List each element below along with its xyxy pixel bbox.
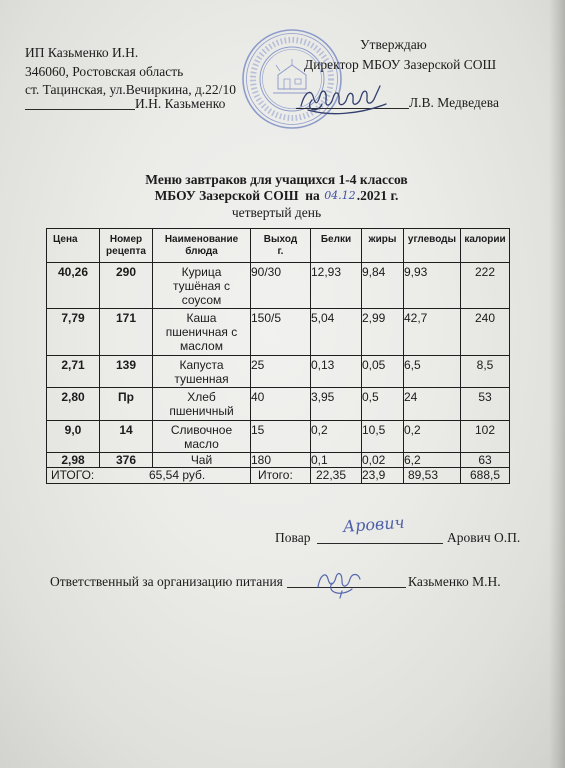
cell-dish xyxy=(153,388,251,421)
cell-carbs: 9,93 xyxy=(404,263,461,309)
cook-signature-blank xyxy=(317,543,443,544)
cell-yield: 180 xyxy=(251,453,311,468)
total-label: ИТОГО: xyxy=(51,468,95,482)
dish-name: Каша пшеничная с маслом xyxy=(165,311,238,353)
header-price: Цена xyxy=(47,229,100,263)
table-row xyxy=(47,421,510,453)
cell-proteins: 0,2 xyxy=(311,421,362,453)
title-school: МБОУ Зазерской СОШ на xyxy=(154,188,324,203)
dish-name: Капуста тушенная xyxy=(174,358,229,386)
cell-calories: 8,5 xyxy=(461,356,510,388)
director-signatory: Л.В. Медведева xyxy=(409,95,499,110)
dish-name: Сливочное масло xyxy=(170,423,233,451)
header-dish-name: Наименование блюда xyxy=(153,229,251,263)
cell-carbs: 6,2 xyxy=(404,453,461,468)
cell-recipe: 171 xyxy=(100,309,153,356)
cell-fats: 0,5 xyxy=(362,388,404,421)
cell-price: 2,80 xyxy=(47,388,100,421)
cook-name: Арович О.П. xyxy=(447,530,521,545)
cell-price: 9,0 xyxy=(47,421,100,453)
cell-dish xyxy=(153,356,251,388)
table-row xyxy=(47,263,510,309)
cell-total-fats: 23,9 xyxy=(362,468,404,484)
table-row xyxy=(47,309,510,356)
cell-calories: 102 xyxy=(461,421,510,453)
cell-recipe: 14 xyxy=(100,421,153,453)
approve-label: Утверждаю xyxy=(360,37,427,52)
dish-name: Чай xyxy=(190,453,213,467)
table-total-row xyxy=(47,468,510,484)
table-row xyxy=(47,388,510,421)
cell-calories: 222 xyxy=(461,263,510,309)
cell-fats: 10,5 xyxy=(362,421,404,453)
cell-dish xyxy=(153,421,251,453)
header-fats: жиры xyxy=(362,229,404,263)
table-row xyxy=(47,453,510,468)
dish-name: Курица тушёная с соусом xyxy=(172,265,231,307)
cell-recipe: 290 xyxy=(100,263,153,309)
cell-yield: 15 xyxy=(251,421,311,453)
cell-recipe: 376 xyxy=(100,453,153,468)
cell-yield: 25 xyxy=(251,356,311,388)
cell-proteins: 5,04 xyxy=(311,309,362,356)
cook-label: Повар xyxy=(275,530,311,545)
cell-carbs: 0,2 xyxy=(404,421,461,453)
cell-total-nutrition-label: Итого: xyxy=(251,468,311,484)
menu-table xyxy=(46,228,510,484)
cell-carbs: 24 xyxy=(404,388,461,421)
header-carbs: углеводы xyxy=(404,229,461,263)
responsible-name: Казьменко М.Н. xyxy=(408,574,501,589)
header-proteins: Белки xyxy=(311,229,362,263)
cell-calories: 63 xyxy=(461,453,510,468)
cell-carbs: 42,7 xyxy=(404,309,461,356)
total-amount: 65,54 руб. xyxy=(149,468,206,482)
cell-dish xyxy=(153,263,251,309)
cell-fats: 2,99 xyxy=(362,309,404,356)
cell-price: 40,26 xyxy=(47,263,100,309)
cell-total-calories: 688,5 xyxy=(461,468,510,484)
table-row xyxy=(47,356,510,388)
cell-price: 2,71 xyxy=(47,356,100,388)
title-year: .2021 г. xyxy=(356,188,399,203)
cell-calories: 240 xyxy=(461,309,510,356)
cell-dish xyxy=(153,453,251,468)
header-yield-label: Выход г. xyxy=(263,234,298,257)
handwritten-date: 04.12 xyxy=(324,189,356,202)
cell-proteins: 12,93 xyxy=(311,263,362,309)
header-recipe-number: Номер рецепта xyxy=(100,229,153,263)
dish-name: Хлеб пшеничный xyxy=(169,390,234,418)
cell-price: 7,79 xyxy=(47,309,100,356)
director-signature xyxy=(298,80,390,118)
cook-handwritten-signature: Арович xyxy=(342,512,406,536)
cell-recipe: Пр xyxy=(100,388,153,421)
supplier-signatory: И.Н. Казьменко xyxy=(135,96,226,111)
cell-price: 2,98 xyxy=(47,453,100,468)
cell-total-carbs: 89,53 xyxy=(404,468,461,484)
cell-proteins: 0,13 xyxy=(311,356,362,388)
cell-calories: 53 xyxy=(461,388,510,421)
responsible-label: Ответственный за организацию питания xyxy=(50,574,283,589)
cell-dish xyxy=(153,309,251,356)
header-calories: калории xyxy=(461,229,510,263)
cell-fats: 0,02 xyxy=(362,453,404,468)
cell-carbs: 6,5 xyxy=(404,356,461,388)
header-yield xyxy=(251,229,311,263)
cell-proteins: 3,95 xyxy=(311,388,362,421)
title-line-2 xyxy=(0,188,553,205)
signature-blank xyxy=(25,109,135,110)
document-title xyxy=(0,172,553,221)
cell-fats: 9,84 xyxy=(362,263,404,309)
table-header-row xyxy=(47,229,510,263)
cell-yield: 150/5 xyxy=(251,309,311,356)
supplier-signature-line xyxy=(25,95,225,113)
supplier-name: ИП Казьменко И.Н. xyxy=(25,45,139,60)
cell-yield: 90/30 xyxy=(251,263,311,309)
cell-total-cost xyxy=(47,468,251,484)
supplier-postcode-region: 346060, Ростовская область xyxy=(25,64,184,79)
paper-edge-shadow xyxy=(549,0,565,768)
cell-recipe: 139 xyxy=(100,356,153,388)
cell-fats: 0,05 xyxy=(362,356,404,388)
cell-yield: 40 xyxy=(251,388,311,421)
cell-total-proteins: 22,35 xyxy=(311,468,362,484)
supplier-address: ст. Тацинская, ул.Вечиркина, д.22/10 xyxy=(25,82,236,97)
cell-proteins: 0,1 xyxy=(311,453,362,468)
title-line-1: Меню завтраков для учащихся 1-4 классов xyxy=(145,172,408,187)
title-day: четвертый день xyxy=(231,205,322,220)
director-position: Директор МБОУ Зазерской СОШ xyxy=(304,57,497,72)
responsible-signature xyxy=(312,565,368,599)
